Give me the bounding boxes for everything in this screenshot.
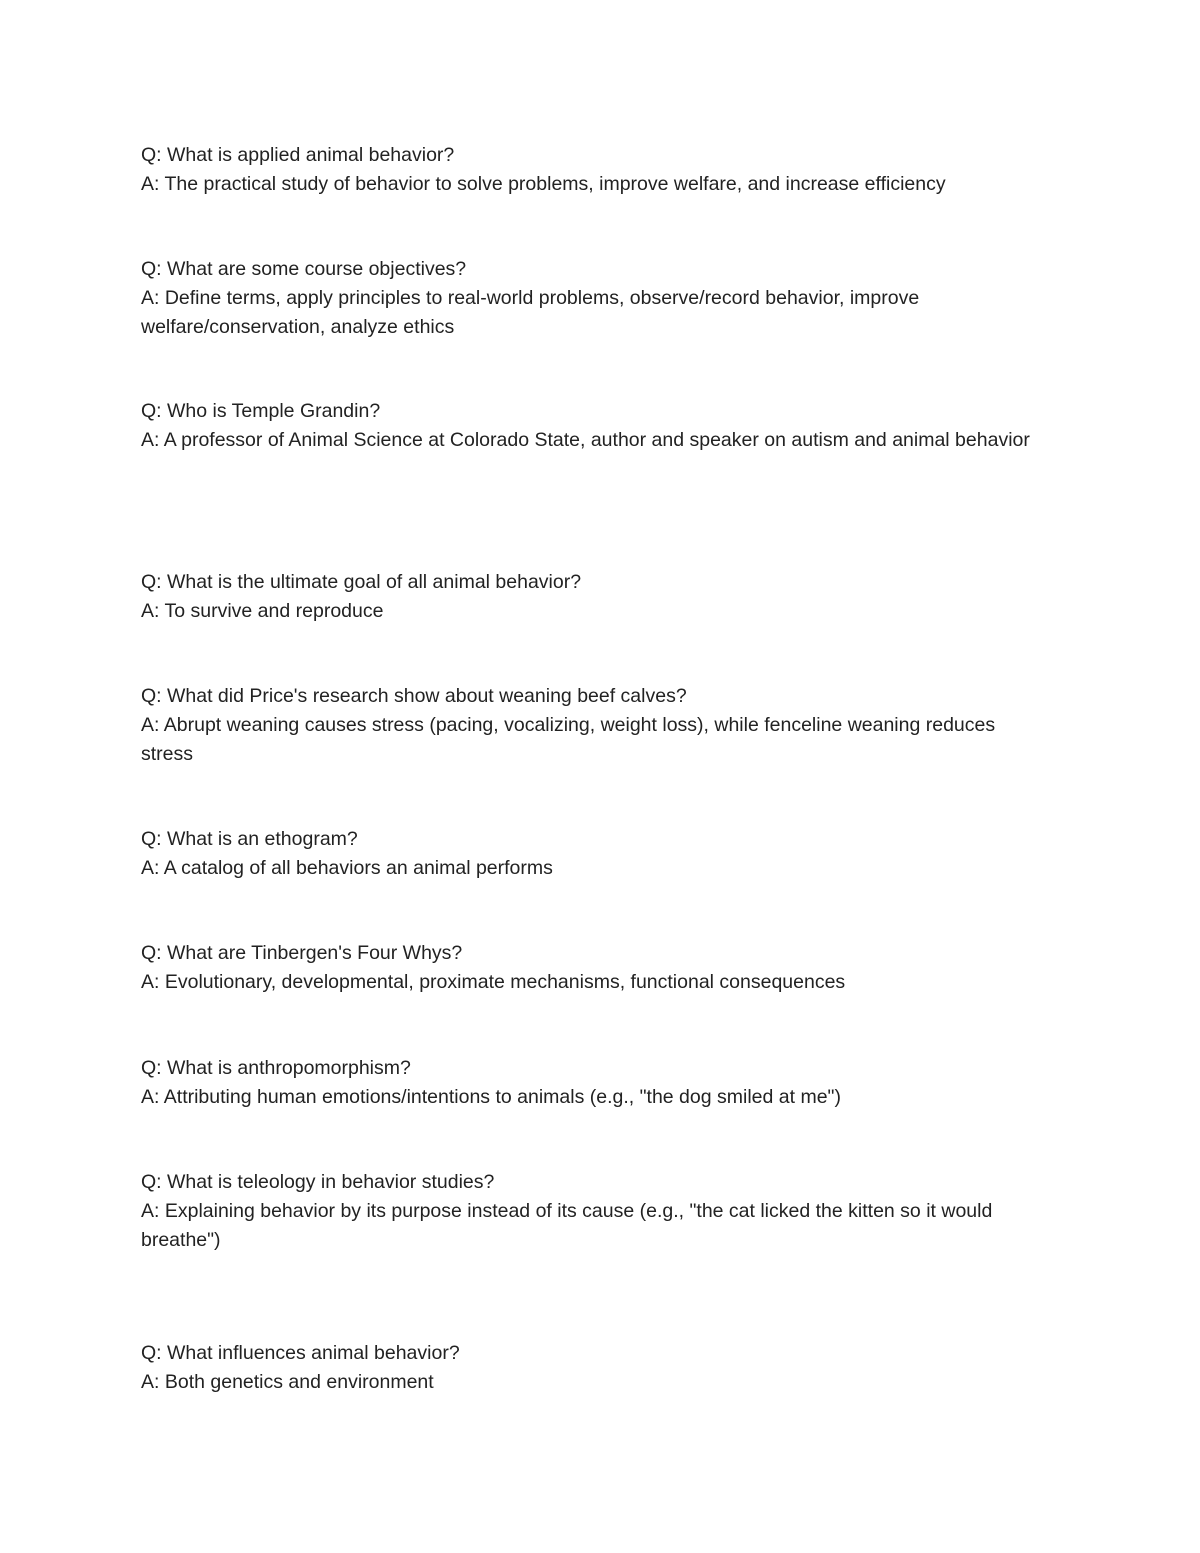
question-text: Q: What is the ultimate goal of all animal behavior? <box>141 571 582 593</box>
question-text: Q: What are Tinbergen's Four Whys? <box>141 942 463 964</box>
answer-text: A: The practical study of behavior to solve problems, improve welfare, and increase efficiency <box>141 173 946 195</box>
question-text: Q: What is anthropomorphism? <box>141 1057 411 1079</box>
answer-text: A: Define terms, apply principles to real-world problems, observe/record behavior, improve welfare/conservation, analyze ethics <box>141 287 920 338</box>
answer-text: A: Abrupt weaning causes stress (pacing, vocalizing, weight loss), while fenceline weaning reduces stress <box>141 714 996 765</box>
qa-item <box>141 825 1051 883</box>
qa-item <box>141 1054 1051 1112</box>
question-text: Q: What influences animal behavior? <box>141 1342 460 1364</box>
answer-text: A: Evolutionary, developmental, proximate mechanisms, functional consequences <box>141 971 846 993</box>
qa-item <box>141 1168 1051 1255</box>
qa-item <box>141 568 1051 626</box>
answer-text: A: Both genetics and environment <box>141 1371 434 1393</box>
question-text: Q: What is an ethogram? <box>141 828 358 850</box>
answer-text: A: Attributing human emotions/intentions to animals (e.g., "the dog smiled at me") <box>141 1086 841 1108</box>
answer-text: A: Explaining behavior by its purpose instead of its cause (e.g., "the cat licked the kitten so it would breathe") <box>141 1200 993 1251</box>
answer-text: A: A professor of Animal Science at Colorado State, author and speaker on autism and animal behavior <box>141 429 1030 451</box>
qa-item <box>141 397 1051 455</box>
answer-text: A: To survive and reproduce <box>141 600 384 622</box>
question-text: Q: What is applied animal behavior? <box>141 144 455 166</box>
question-text: Q: What is teleology in behavior studies? <box>141 1171 495 1193</box>
question-text: Q: What did Price's research show about weaning beef calves? <box>141 685 687 707</box>
qa-item <box>141 255 1051 342</box>
answer-text: A: A catalog of all behaviors an animal performs <box>141 857 553 879</box>
qa-item <box>141 682 1051 769</box>
question-text: Q: Who is Temple Grandin? <box>141 400 381 422</box>
qa-item <box>141 141 1051 199</box>
question-text: Q: What are some course objectives? <box>141 258 467 280</box>
qa-item <box>141 1339 1051 1397</box>
qa-item <box>141 939 1051 997</box>
